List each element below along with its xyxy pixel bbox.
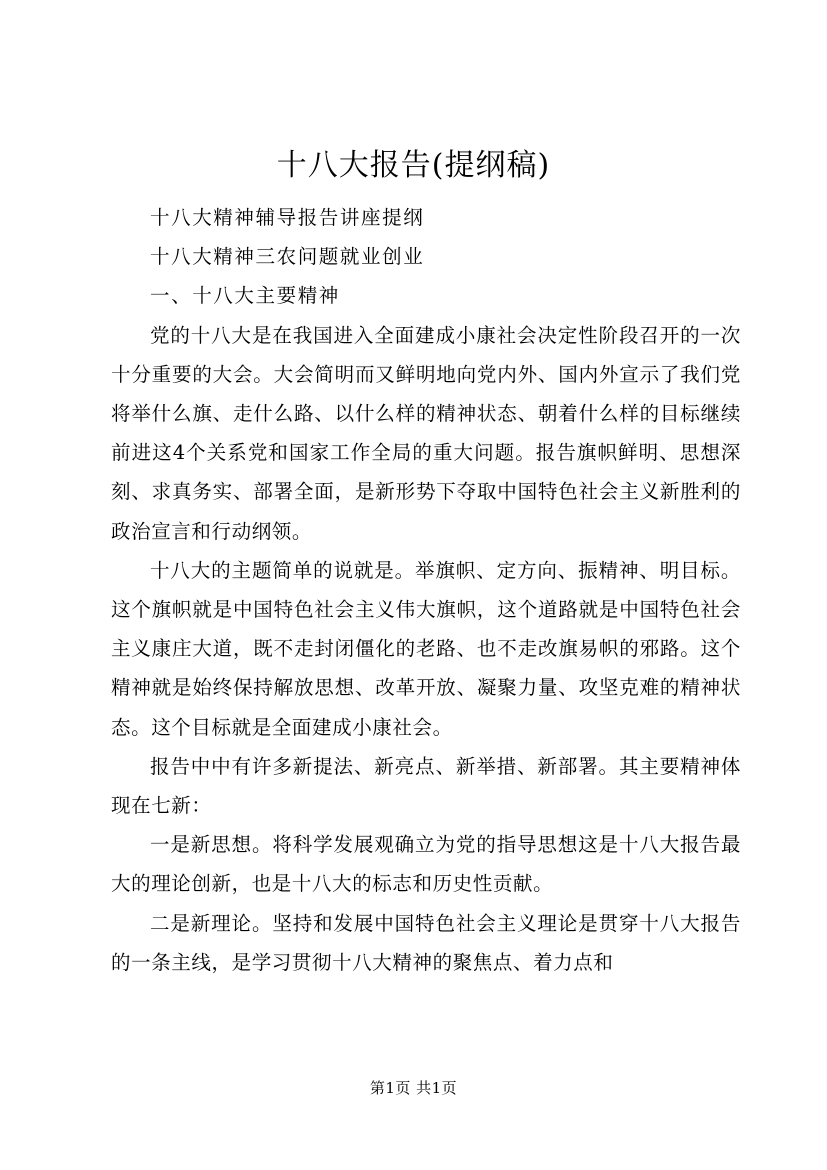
paragraph-7: 一是新思想。将科学发展观确立为党的指导思想这是十八大报告最大的理论创新，也是十八大的标志和历史性贡献。 xyxy=(111,833,741,896)
document-body xyxy=(111,198,741,982)
document-title: 十八大报告(提纲稿) xyxy=(276,148,551,183)
paragraph-2: 十八大精神三农问题就业创业 xyxy=(150,245,425,269)
paragraph-1: 十八大精神辅导报告讲座提纲 xyxy=(150,206,425,229)
paragraph-6: 报告中中有许多新提法、新亮点、新举措、新部署。其主要精神体现在七新： xyxy=(111,754,741,818)
paragraph-8: 二是新理论。坚持和发展中国特色社会主义理论是贯穿十八大报告的一条主线，是学习贯彻十八大精神的聚焦点、着力点和 xyxy=(111,911,741,974)
paragraph-5: 十八大的主题简单的说就是。举旗帜、定方向、振精神、明目标。这个旗帜就是中国特色社会主义伟大旗帜，这个道路就是中国特色社会主义康庄大道，既不走封闭僵化的老路、也不走改旗易帜的邪路。这个精神就是始终保持解放思想、改革开放、凝聚力量、攻坚克难的精神状态。这个目标就是全面建成小康社会。 xyxy=(111,558,741,739)
section-heading: 一、十八大主要精神 xyxy=(150,284,340,308)
page-footer: 第1页 共1页 xyxy=(369,1079,458,1097)
paragraph-4: 党的十八大是在我国进入全面建成小康社会决定性阶段召开的一次十分重要的大会。大会简明而又鲜明地向党内外、国内外宣示了我们党将举什么旗、走什么路、以什么样的精神状态、朝着什么样的目标继续前进这4个关系党和国家工作全局的重大问题。报告旗帜鲜明、思想深刻、求真务实、部署全面，是新形势下夺取中国特色社会主义新胜利的政治宣言和行动纲领。 xyxy=(111,323,741,543)
